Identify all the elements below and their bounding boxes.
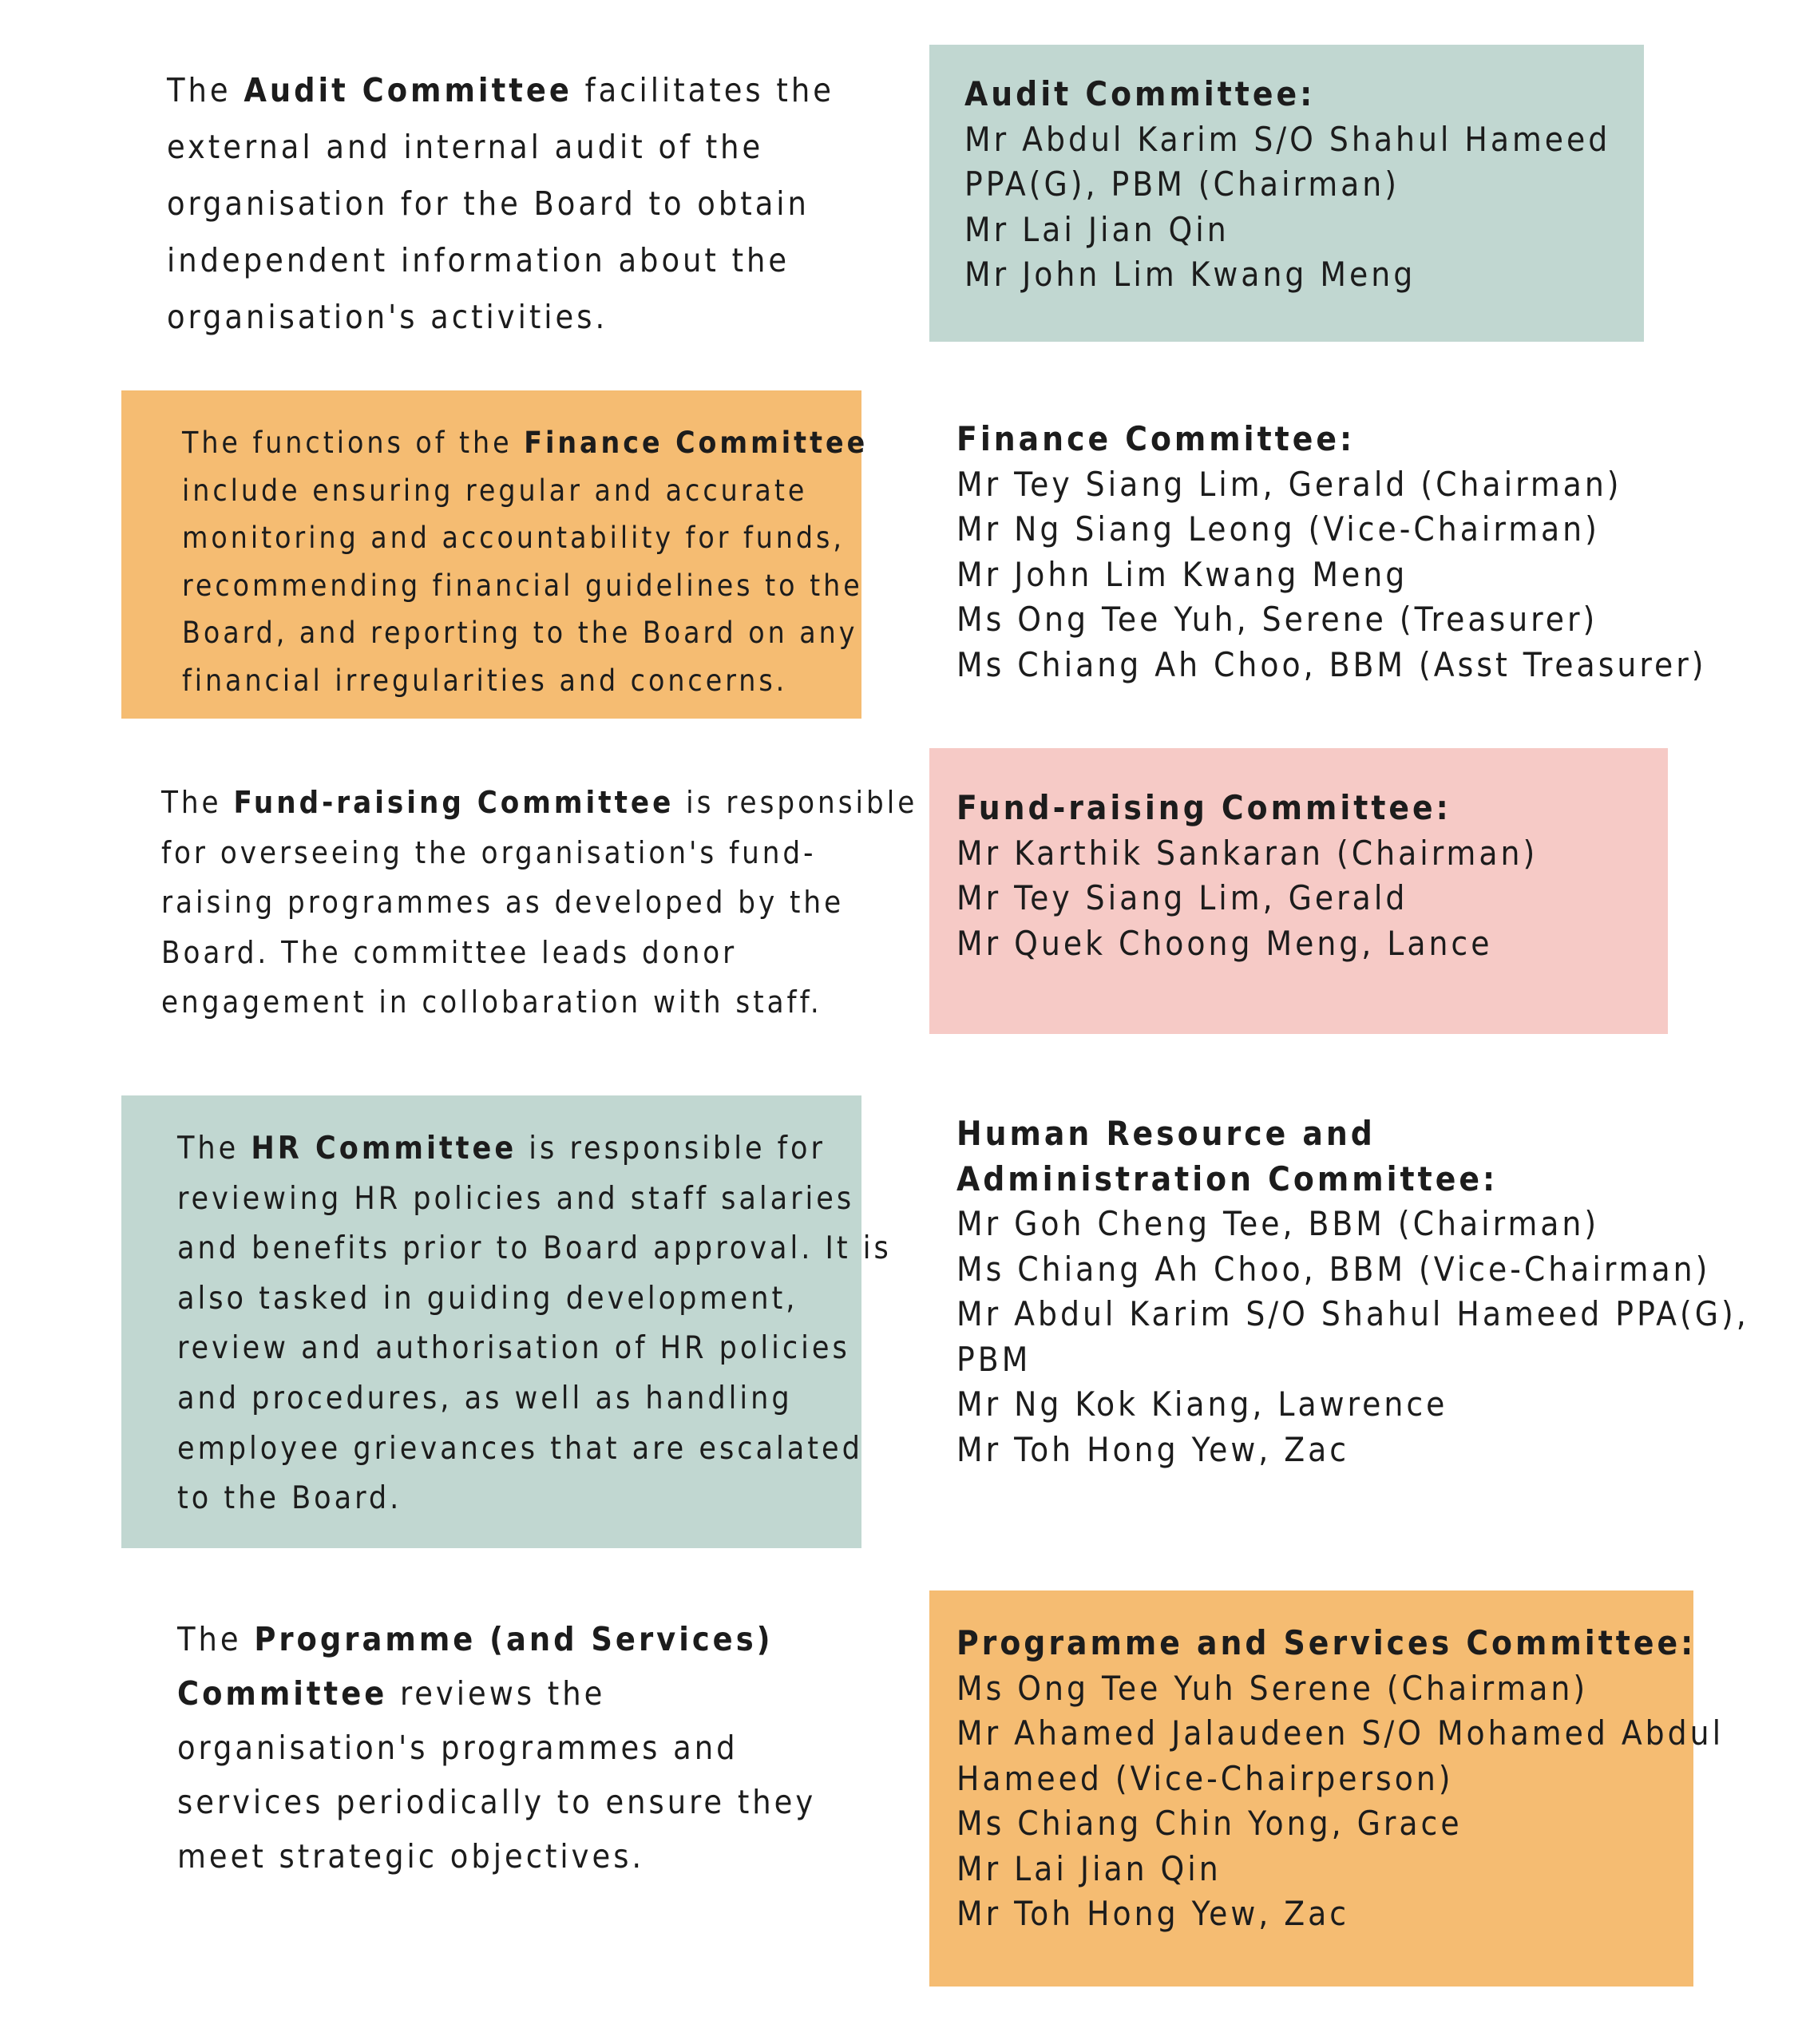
member-name: Mr John Lim Kwang Meng (964, 255, 1416, 294)
member-name: Ms Chiang Ah Choo, BBM (Vice-Chairman) (956, 1249, 1711, 1289)
description-line: external and internal audit of the (167, 128, 764, 166)
member-name: Mr Abdul Karim S/O Shahul Hameed PPA(G), (956, 1294, 1749, 1333)
member-name: Mr Abdul Karim S/O Shahul Hameed (964, 119, 1611, 159)
description-line: The HR Committee is responsible for (177, 1131, 826, 1167)
programme-committee-description (177, 1612, 816, 1884)
members-title: Human Resource and (956, 1114, 1376, 1153)
member-name: Mr John Lim Kwang Meng (956, 554, 1408, 594)
member-name: Mr Tey Siang Lim, Gerald (956, 878, 1408, 917)
description-line: services periodically to ensure they (177, 1783, 817, 1821)
members-title: Finance Committee: (956, 419, 1356, 458)
description-line: meet strategic objectives. (177, 1837, 645, 1876)
hr-committee-description (121, 1095, 892, 1548)
description-line: The Audit Committee facilitates the (167, 71, 834, 109)
description-line: organisation's programmes and (177, 1729, 739, 1767)
member-name: PBM (956, 1339, 1032, 1379)
member-name: Mr Ng Siang Leong (Vice-Chairman) (956, 509, 1600, 549)
description-line: The Fund-raising Committee is responsible (161, 785, 918, 820)
member-name: Mr Karthik Sankaran (Chairman) (956, 833, 1539, 873)
description-line: organisation for the Board to obtain (167, 184, 810, 223)
description-line: and procedures, as well as handling (177, 1380, 793, 1416)
description-line: for overseeing the organisation's fund- (161, 834, 817, 870)
member-name: Ms Ong Tee Yuh, Serene (Treasurer) (956, 600, 1598, 639)
member-name: Mr Tey Siang Lim, Gerald (Chairman) (956, 464, 1622, 504)
member-name: PPA(G), PBM (Chairman) (964, 164, 1400, 204)
description-line: to the Board. (177, 1480, 402, 1517)
member-name: Mr Lai Jian Qin (956, 1848, 1222, 1888)
fundraising-committee-members-box (929, 748, 1668, 1034)
description-line: reviewing HR policies and staff salaries (177, 1180, 855, 1217)
description-line: raising programmes as developed by the (161, 885, 845, 920)
member-name: Mr Goh Cheng Tee, BBM (Chairman) (956, 1204, 1600, 1243)
description-line: engagement in collobaration with staff. (161, 984, 822, 1020)
description-line: and benefits prior to Board approval. It is (177, 1230, 892, 1267)
member-name: Mr Toh Hong Yew, Zac (956, 1429, 1350, 1469)
programme-committee-members-box (929, 1590, 1725, 1987)
member-name: Mr Toh Hong Yew, Zac (956, 1894, 1350, 1933)
description-line: organisation's activities. (167, 298, 608, 336)
description-line: recommending financial guidelines to the (182, 568, 863, 603)
members-title: Administration Committee: (956, 1159, 1499, 1198)
description-line: Board, and reporting to the Board on any (182, 616, 858, 650)
hr-committee-members (956, 1111, 1749, 1472)
member-name: Ms Ong Tee Yuh Serene (Chairman) (956, 1668, 1589, 1708)
members-title: Programme and Services Committee: (956, 1623, 1697, 1662)
member-name: Ms Chiang Chin Yong, Grace (956, 1804, 1463, 1843)
description-line: financial irregularities and concerns. (182, 663, 788, 698)
description-line: monitoring and accountability for funds, (182, 521, 845, 555)
member-name: Ms Chiang Ah Choo, BBM (Asst Treasurer) (956, 644, 1707, 684)
finance-committee-members (956, 417, 1706, 687)
description-line: employee grievances that are escalated (177, 1430, 863, 1467)
member-name: Mr Quek Choong Meng, Lance (956, 923, 1493, 963)
description-line: also tasked in guiding development, (177, 1280, 798, 1317)
audit-committee-members-box (929, 45, 1644, 342)
member-name: Hameed (Vice-Chairperson) (956, 1758, 1454, 1798)
description-line: The Programme (and Services) (177, 1620, 774, 1658)
members-title: Audit Committee: (964, 74, 1316, 113)
finance-committee-description (121, 390, 869, 719)
member-name: Mr Lai Jian Qin (964, 209, 1230, 249)
description-line: The functions of the Finance Committee (182, 426, 869, 460)
description-line: independent information about the (167, 241, 790, 279)
description-line: Board. The committee leads donor (161, 934, 738, 970)
member-name: Mr Ahamed Jalaudeen S/O Mohamed Abdul (956, 1713, 1725, 1753)
member-name: Mr Ng Kok Kiang, Lawrence (956, 1384, 1448, 1424)
description-line: review and authorisation of HR policies (177, 1330, 850, 1367)
fundraising-committee-description (161, 778, 917, 1028)
description-line: Committee reviews the (177, 1674, 606, 1713)
audit-committee-description (167, 62, 834, 346)
members-title: Fund-raising Committee: (956, 788, 1452, 827)
description-line: include ensuring regular and accurate (182, 473, 808, 508)
